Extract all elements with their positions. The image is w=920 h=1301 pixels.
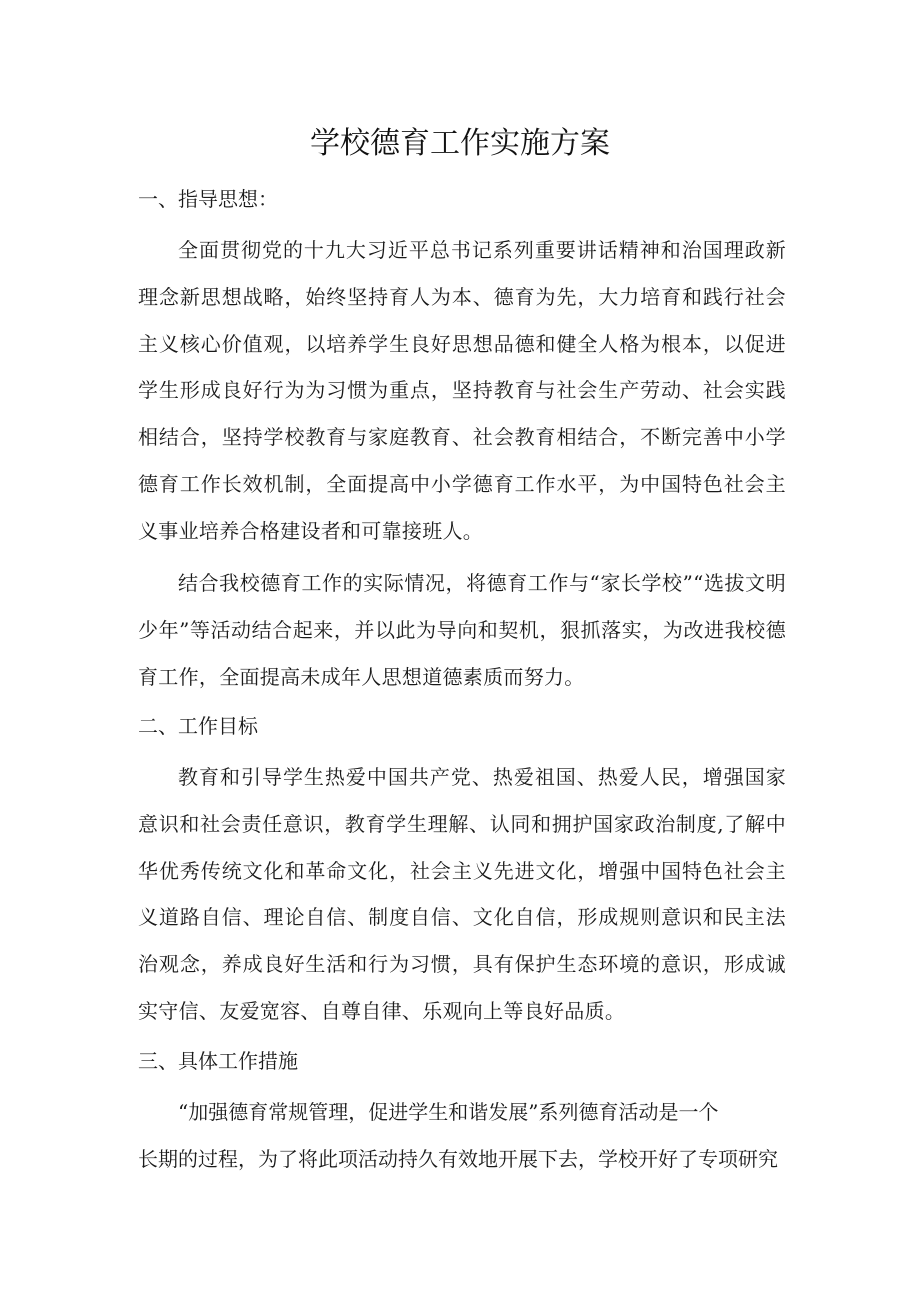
section-heading-guiding-ideology: 一、指导思想： xyxy=(138,187,278,211)
paragraph-guiding-ideology-2: 结合我校德育工作的实际情况，将德育工作与“家长学校”“选拔文明少年”等活动结合起来，并以此为导向和契机，狠抓落实，为改进我校德育工作，全面提高未成年人思想道德素质而努力。 xyxy=(138,571,786,689)
document-title: 学校德育工作实施方案 xyxy=(310,126,610,161)
paragraph-measures-line-2: 长期的过程，为了将此项活动持久有效地开展下去，学校开好了专项研究 xyxy=(138,1147,778,1171)
section-heading-work-goals: 二、工作目标 xyxy=(138,714,258,738)
paragraph-measures-line-1: “加强德育常规管理，促进学生和谐发展”系列德育活动是一个 xyxy=(178,1100,719,1124)
paragraph-work-goals: 教育和引导学生热爱中国共产党、热爱祖国、热爱人民，增强国家意识和社会责任意识，教育学生理解、认同和拥护国家政治制度,了解中华优秀传统文化和革命文化，社会主义先进文化，增强中国特色社会主义道路自信、理论自信、制度自信、文化自信，形成规则意识和民主法治观念，养成良好生活和行为习惯，具有保护生态环境的意识，形成诚实守信、友爱宽容、自尊自律、乐观向上等良好品质。 xyxy=(138,765,786,1023)
section-heading-measures: 三、具体工作措施 xyxy=(138,1049,298,1073)
paragraph-guiding-ideology-1: 全面贯彻党的十九大习近平总书记系列重要讲话精神和治国理政新理念新思想战略，始终坚持育人为本、德育为先，大力培育和践行社会主义核心价值观，以培养学生良好思想品德和健全人格为根本，以促进学生形成良好行为为习惯为重点，坚持教育与社会生产劳动、社会实践相结合，坚持学校教育与家庭教育、社会教育相结合，不断完善中小学德育工作长效机制，全面提高中小学德育工作水平，为中国特色社会主义事业培养合格建设者和可靠接班人。 xyxy=(138,238,786,543)
